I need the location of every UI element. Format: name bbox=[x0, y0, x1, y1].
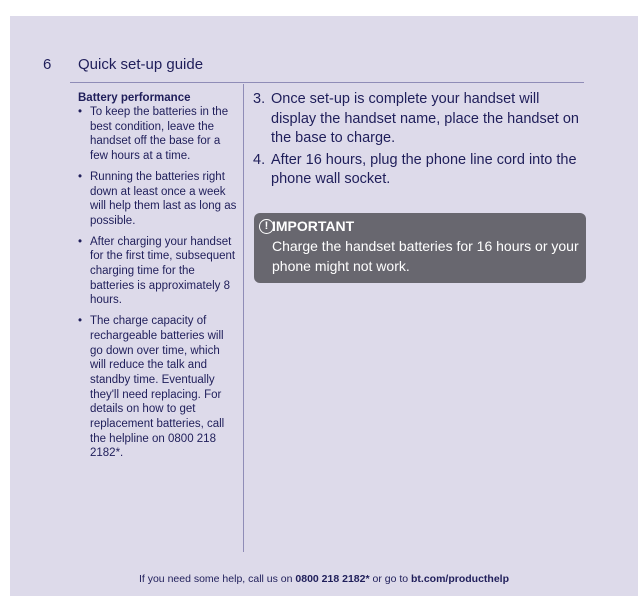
list-item bbox=[78, 170, 238, 229]
battery-tips-list bbox=[78, 105, 238, 461]
list-item bbox=[78, 235, 238, 309]
page-title: Quick set-up guide bbox=[78, 56, 204, 73]
list-item bbox=[78, 105, 238, 164]
footer-url: bt.com/producthelp bbox=[411, 573, 510, 585]
important-title: IMPORTANT bbox=[272, 218, 355, 234]
page bbox=[10, 16, 638, 596]
step-3 bbox=[253, 90, 583, 149]
important-text: Charge the handset batteries for 16 hours or your phone might not work. bbox=[272, 238, 579, 274]
bullet-icon: • bbox=[78, 235, 83, 248]
bullet-icon: • bbox=[78, 106, 83, 118]
exclamation-icon: ! bbox=[259, 219, 274, 234]
list-item-text: Running the batteries right down at least once a week will help them last as long as possible. bbox=[90, 170, 237, 227]
bullet-icon: • bbox=[78, 170, 83, 183]
step-text: Once set-up is complete your handset will display the handset name, place the handset on the base to charge. bbox=[271, 91, 579, 146]
step-number: 3. bbox=[253, 91, 266, 107]
setup-steps-list bbox=[253, 90, 583, 190]
column-divider bbox=[243, 84, 244, 552]
header-divider bbox=[70, 82, 584, 83]
battery-performance-heading: Battery performance bbox=[78, 92, 191, 104]
step-number: 4. bbox=[253, 151, 266, 168]
footer-phone: 0800 218 2182* bbox=[295, 573, 370, 585]
footer-middle: or go to bbox=[369, 573, 412, 585]
step-4 bbox=[253, 151, 583, 190]
list-item-text: After charging your handset for the first time, subsequent charging time for the batteries is approximately 8 hours. bbox=[90, 235, 236, 307]
setup-steps-section bbox=[253, 90, 583, 192]
footer bbox=[10, 573, 638, 585]
battery-performance-section bbox=[78, 91, 238, 461]
list-item bbox=[78, 314, 238, 461]
list-item-text: The charge capacity of rechargeable batteries will go down over time, which will reduce the talk and standby time. Eventually they'll need replacing. For details on how to get replacement batteries, call the helpline on 0800 218 2182*. bbox=[90, 315, 225, 460]
page-number: 6 bbox=[43, 56, 52, 73]
bullet-icon: • bbox=[78, 315, 83, 328]
footer-prefix: If you need some help, call us on bbox=[138, 573, 296, 585]
step-text: After 16 hours, plug the phone line cord into the phone wall socket. bbox=[271, 151, 577, 187]
list-item-text: To keep the batteries in the best condition, leave the handset off the base for a few hours at a time. bbox=[90, 106, 229, 163]
important-notice bbox=[254, 213, 586, 283]
